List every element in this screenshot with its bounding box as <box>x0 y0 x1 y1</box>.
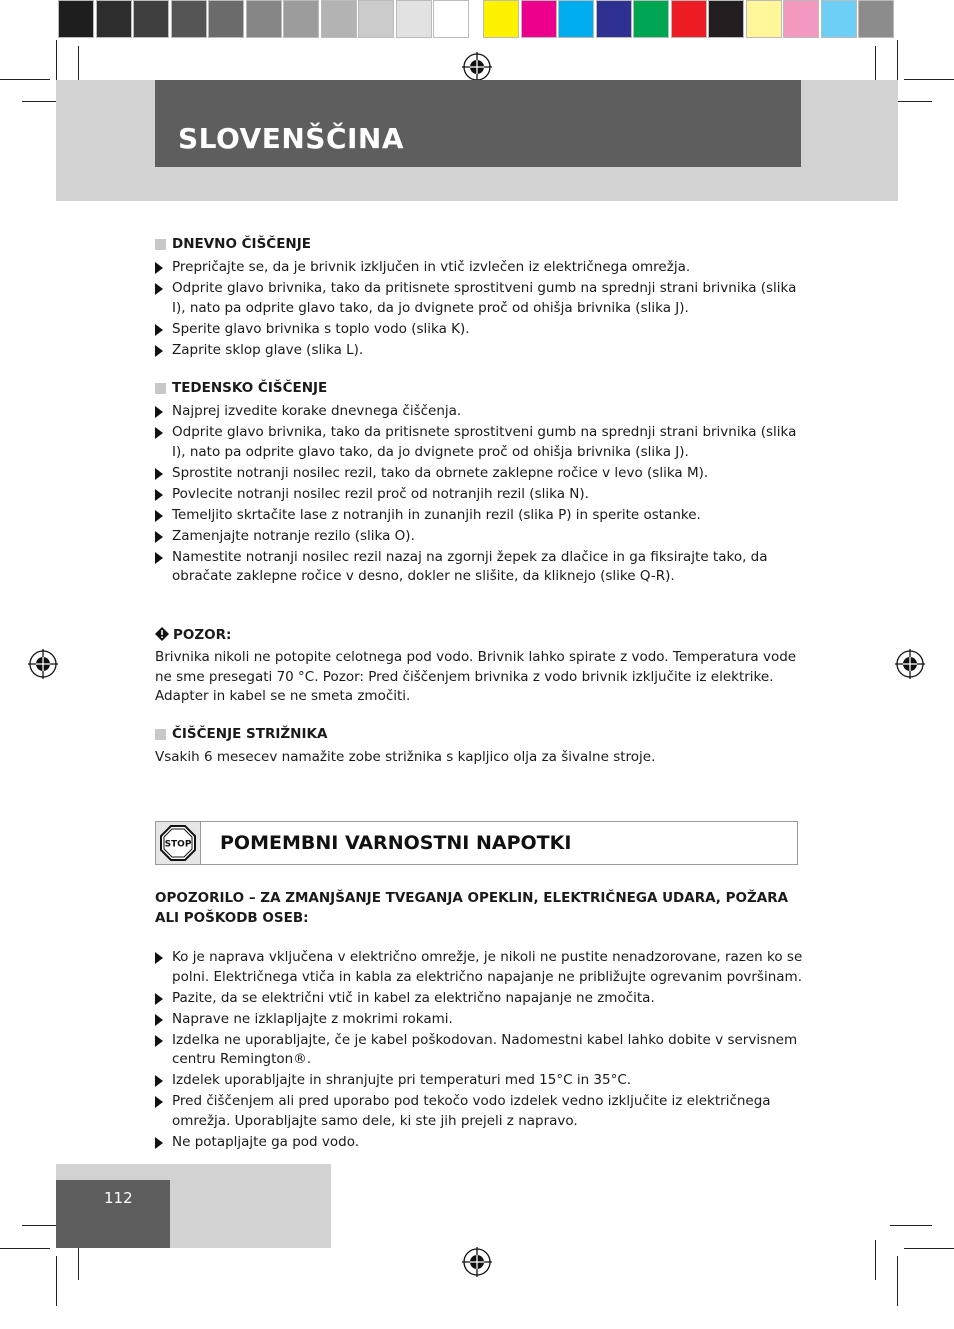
page-title: SLOVENŠČINA <box>178 122 405 155</box>
list-item <box>155 1031 805 1070</box>
list-item-text: Prepričajte se, da je brivnik izključen in vtič izvlečen iz električnega omrežja. <box>172 259 691 275</box>
list-item <box>155 402 805 422</box>
arrow-bullet-icon <box>155 552 163 564</box>
caution-text: Brivnika nikoli ne potopite celotnega pod vodo. Brivnik lahko spirate z vodo. Temperatura vode ne sme presegati 70 °C. Pozor: Pred čiščenjem brivnika z vodo brivnik izključite iz elektrike. Adapter in kabel se ne smeta zmočiti. <box>155 649 797 704</box>
color-swatch <box>671 0 707 38</box>
crop-mark <box>890 1225 932 1226</box>
list-item <box>155 485 805 505</box>
list-item-text: Temeljito skrtačite lase z notranjih in zunanjih rezil (slika P) in sperite ostanke. <box>172 506 701 523</box>
list-item-text: Pazite, da se električni vtič in kabel za električno napajanje ne zmočita. <box>172 989 655 1006</box>
list-item <box>155 527 805 547</box>
arrow-bullet-icon <box>155 468 163 480</box>
trimmer-cleaning-text: Vsakih 6 mesecev namažite zobe strižnika s kapljico olja za šivalne stroje. <box>155 749 656 765</box>
daily-cleaning-heading <box>155 236 311 252</box>
daily-cleaning-heading-text: DNEVNO ČIŠČENJE <box>172 236 311 252</box>
list-item-text: Odprite glavo brivnika, tako da pritisnete sprostitveni gumb na sprednji strani brivnika (slika I), nato pa odprite glavo tako, da jo dvignete proč od ohišja brivnika (slika J). <box>172 280 797 316</box>
list-item <box>155 320 805 340</box>
list-item-text: Izdelka ne uporabljajte, če je kabel poškodovan. Nadomestni kabel lahko dobite v servisnem centru Remington®. <box>172 1031 798 1067</box>
crop-mark <box>0 1248 50 1249</box>
square-bullet-icon <box>155 239 166 250</box>
gray-swatch-bar <box>58 0 471 38</box>
color-swatch <box>133 0 169 38</box>
color-swatch <box>521 0 557 38</box>
arrow-bullet-icon <box>155 283 163 295</box>
arrow-bullet-icon <box>155 510 163 522</box>
list-item <box>155 1133 805 1153</box>
list-item-text: Pred čiščenjem ali pred uporabo pod tekočo vodo izdelek vedno izključite iz električnega omrežja. Uporabljajte samo dele, ki ste jih prejeli z napravo. <box>172 1093 771 1129</box>
arrow-bullet-icon <box>155 531 163 543</box>
list-item <box>155 948 805 987</box>
caution-heading <box>155 627 231 643</box>
color-swatch <box>708 0 744 38</box>
stop-icon-box <box>156 822 201 864</box>
weekly-cleaning-heading <box>155 380 327 396</box>
list-item <box>155 341 805 361</box>
list-item <box>155 1071 805 1091</box>
color-swatch <box>283 0 319 38</box>
daily-cleaning-list <box>155 258 805 362</box>
weekly-cleaning-heading-text: TEDENSKO ČIŠČENJE <box>172 380 328 396</box>
crop-mark <box>897 1256 898 1306</box>
list-item-text: Namestite notranji nosilec rezil nazaj na zgornji žepek za dlačice in ga fiksirajte tako, da obračate zaklepne ročice v desno, dokler ne slišite, da kliknejo (slike Q-R). <box>172 548 768 584</box>
color-swatch <box>633 0 669 38</box>
arrow-bullet-icon <box>155 345 163 357</box>
warning-icon <box>155 627 169 641</box>
color-swatch <box>208 0 244 38</box>
crop-mark <box>904 1248 954 1249</box>
arrow-bullet-icon <box>155 324 163 336</box>
color-swatch <box>433 0 469 38</box>
crop-mark <box>56 1256 57 1306</box>
color-swatch <box>358 0 394 38</box>
color-swatch <box>558 0 594 38</box>
list-item-text: Ne potapljajte ga pod vodo. <box>172 1133 360 1150</box>
arrow-bullet-icon <box>155 993 163 1005</box>
square-bullet-icon <box>155 729 166 740</box>
color-swatch <box>246 0 282 38</box>
weekly-cleaning-list <box>155 402 805 588</box>
color-swatch <box>858 0 894 38</box>
arrow-bullet-icon <box>155 427 163 439</box>
square-bullet-icon <box>155 383 166 394</box>
arrow-bullet-icon <box>155 1014 163 1026</box>
color-swatch <box>396 0 432 38</box>
list-item-text: Najprej izvedite korake dnevnega čiščenja. <box>172 403 462 419</box>
caution-heading-text: POZOR: <box>173 627 232 643</box>
color-swatch <box>596 0 632 38</box>
trimmer-cleaning-heading <box>155 726 327 742</box>
color-swatch <box>783 0 819 38</box>
registration-mark-icon <box>462 52 492 82</box>
list-item-text: Zaprite sklop glave (slika L). <box>172 341 364 358</box>
color-swatch <box>483 0 519 38</box>
safety-warning: OPOZORILO – ZA ZMANJŠANJE TVEGANJA OPEKLIN, ELEKTRIČNEGA UDARA, POŽARA ALI POŠKODB OSEB: <box>155 890 789 926</box>
list-item-text: Ko je naprava vključena v električno omrežje, je nikoli ne pustite nenadzorovane, razen ko se polni. Električnega vtiča in kabla za električno napajanje ne približujte ogrevanim površinam. <box>172 949 803 985</box>
safety-title: POMEMBNI VARNOSTNI NAPOTKI <box>220 832 572 854</box>
list-item-text: Naprave ne izklapljajte z mokrimi rokami. <box>172 1010 453 1027</box>
color-swatch <box>321 0 357 38</box>
safety-list <box>155 948 805 1154</box>
color-swatch <box>821 0 857 38</box>
arrow-bullet-icon <box>155 489 163 501</box>
list-item-text: Zamenjajte notranje rezilo (slika O). <box>172 527 415 544</box>
list-item <box>155 548 805 587</box>
crop-mark <box>0 79 50 80</box>
list-item <box>155 506 805 526</box>
registration-mark-icon <box>895 649 925 679</box>
crop-mark <box>875 1240 876 1280</box>
registration-mark-icon <box>462 1247 492 1277</box>
arrow-bullet-icon <box>155 1137 163 1149</box>
stop-sign-icon <box>158 823 198 863</box>
crop-mark <box>904 79 954 80</box>
arrow-bullet-icon <box>155 406 163 418</box>
page-number: 112 <box>104 1189 133 1207</box>
color-swatch <box>58 0 94 38</box>
list-item <box>155 1010 805 1030</box>
registration-mark-icon <box>28 649 58 679</box>
list-item <box>155 464 805 484</box>
list-item-text: Sperite glavo brivnika s toplo vodo (slika K). <box>172 320 470 337</box>
arrow-bullet-icon <box>155 1035 163 1047</box>
arrow-bullet-icon <box>155 1096 163 1108</box>
arrow-bullet-icon <box>155 1075 163 1087</box>
list-item <box>155 423 805 462</box>
list-item-text: Odprite glavo brivnika, tako da pritisnete sprostitveni gumb na sprednji strani brivnika (slika I), nato pa odprite glavo tako, da jo dvignete proč od ohišja brivnika (slika J). <box>172 424 797 460</box>
arrow-bullet-icon <box>155 952 163 964</box>
list-item-text: Izdelek uporabljajte in shranjujte pri temperaturi med 15°C in 35°C. <box>172 1072 632 1088</box>
color-swatch <box>746 0 782 38</box>
color-swatch <box>96 0 132 38</box>
stop-sign-label: STOP <box>164 839 192 850</box>
color-swatch <box>171 0 207 38</box>
list-item <box>155 279 805 318</box>
list-item-text: Sprostite notranji nosilec rezil, tako da obrnete zaklepne ročice v levo (slika M). <box>172 464 709 481</box>
arrow-bullet-icon <box>155 262 163 274</box>
list-item <box>155 1092 805 1131</box>
color-swatch-bar <box>483 0 896 38</box>
list-item-text: Povlecite notranji nosilec rezil proč od notranjih rezil (slika N). <box>172 485 589 502</box>
list-item <box>155 989 805 1009</box>
safety-section-header <box>155 821 798 865</box>
trimmer-cleaning-heading-text: ČIŠČENJE STRIŽNIKA <box>172 726 328 742</box>
list-item <box>155 258 805 278</box>
